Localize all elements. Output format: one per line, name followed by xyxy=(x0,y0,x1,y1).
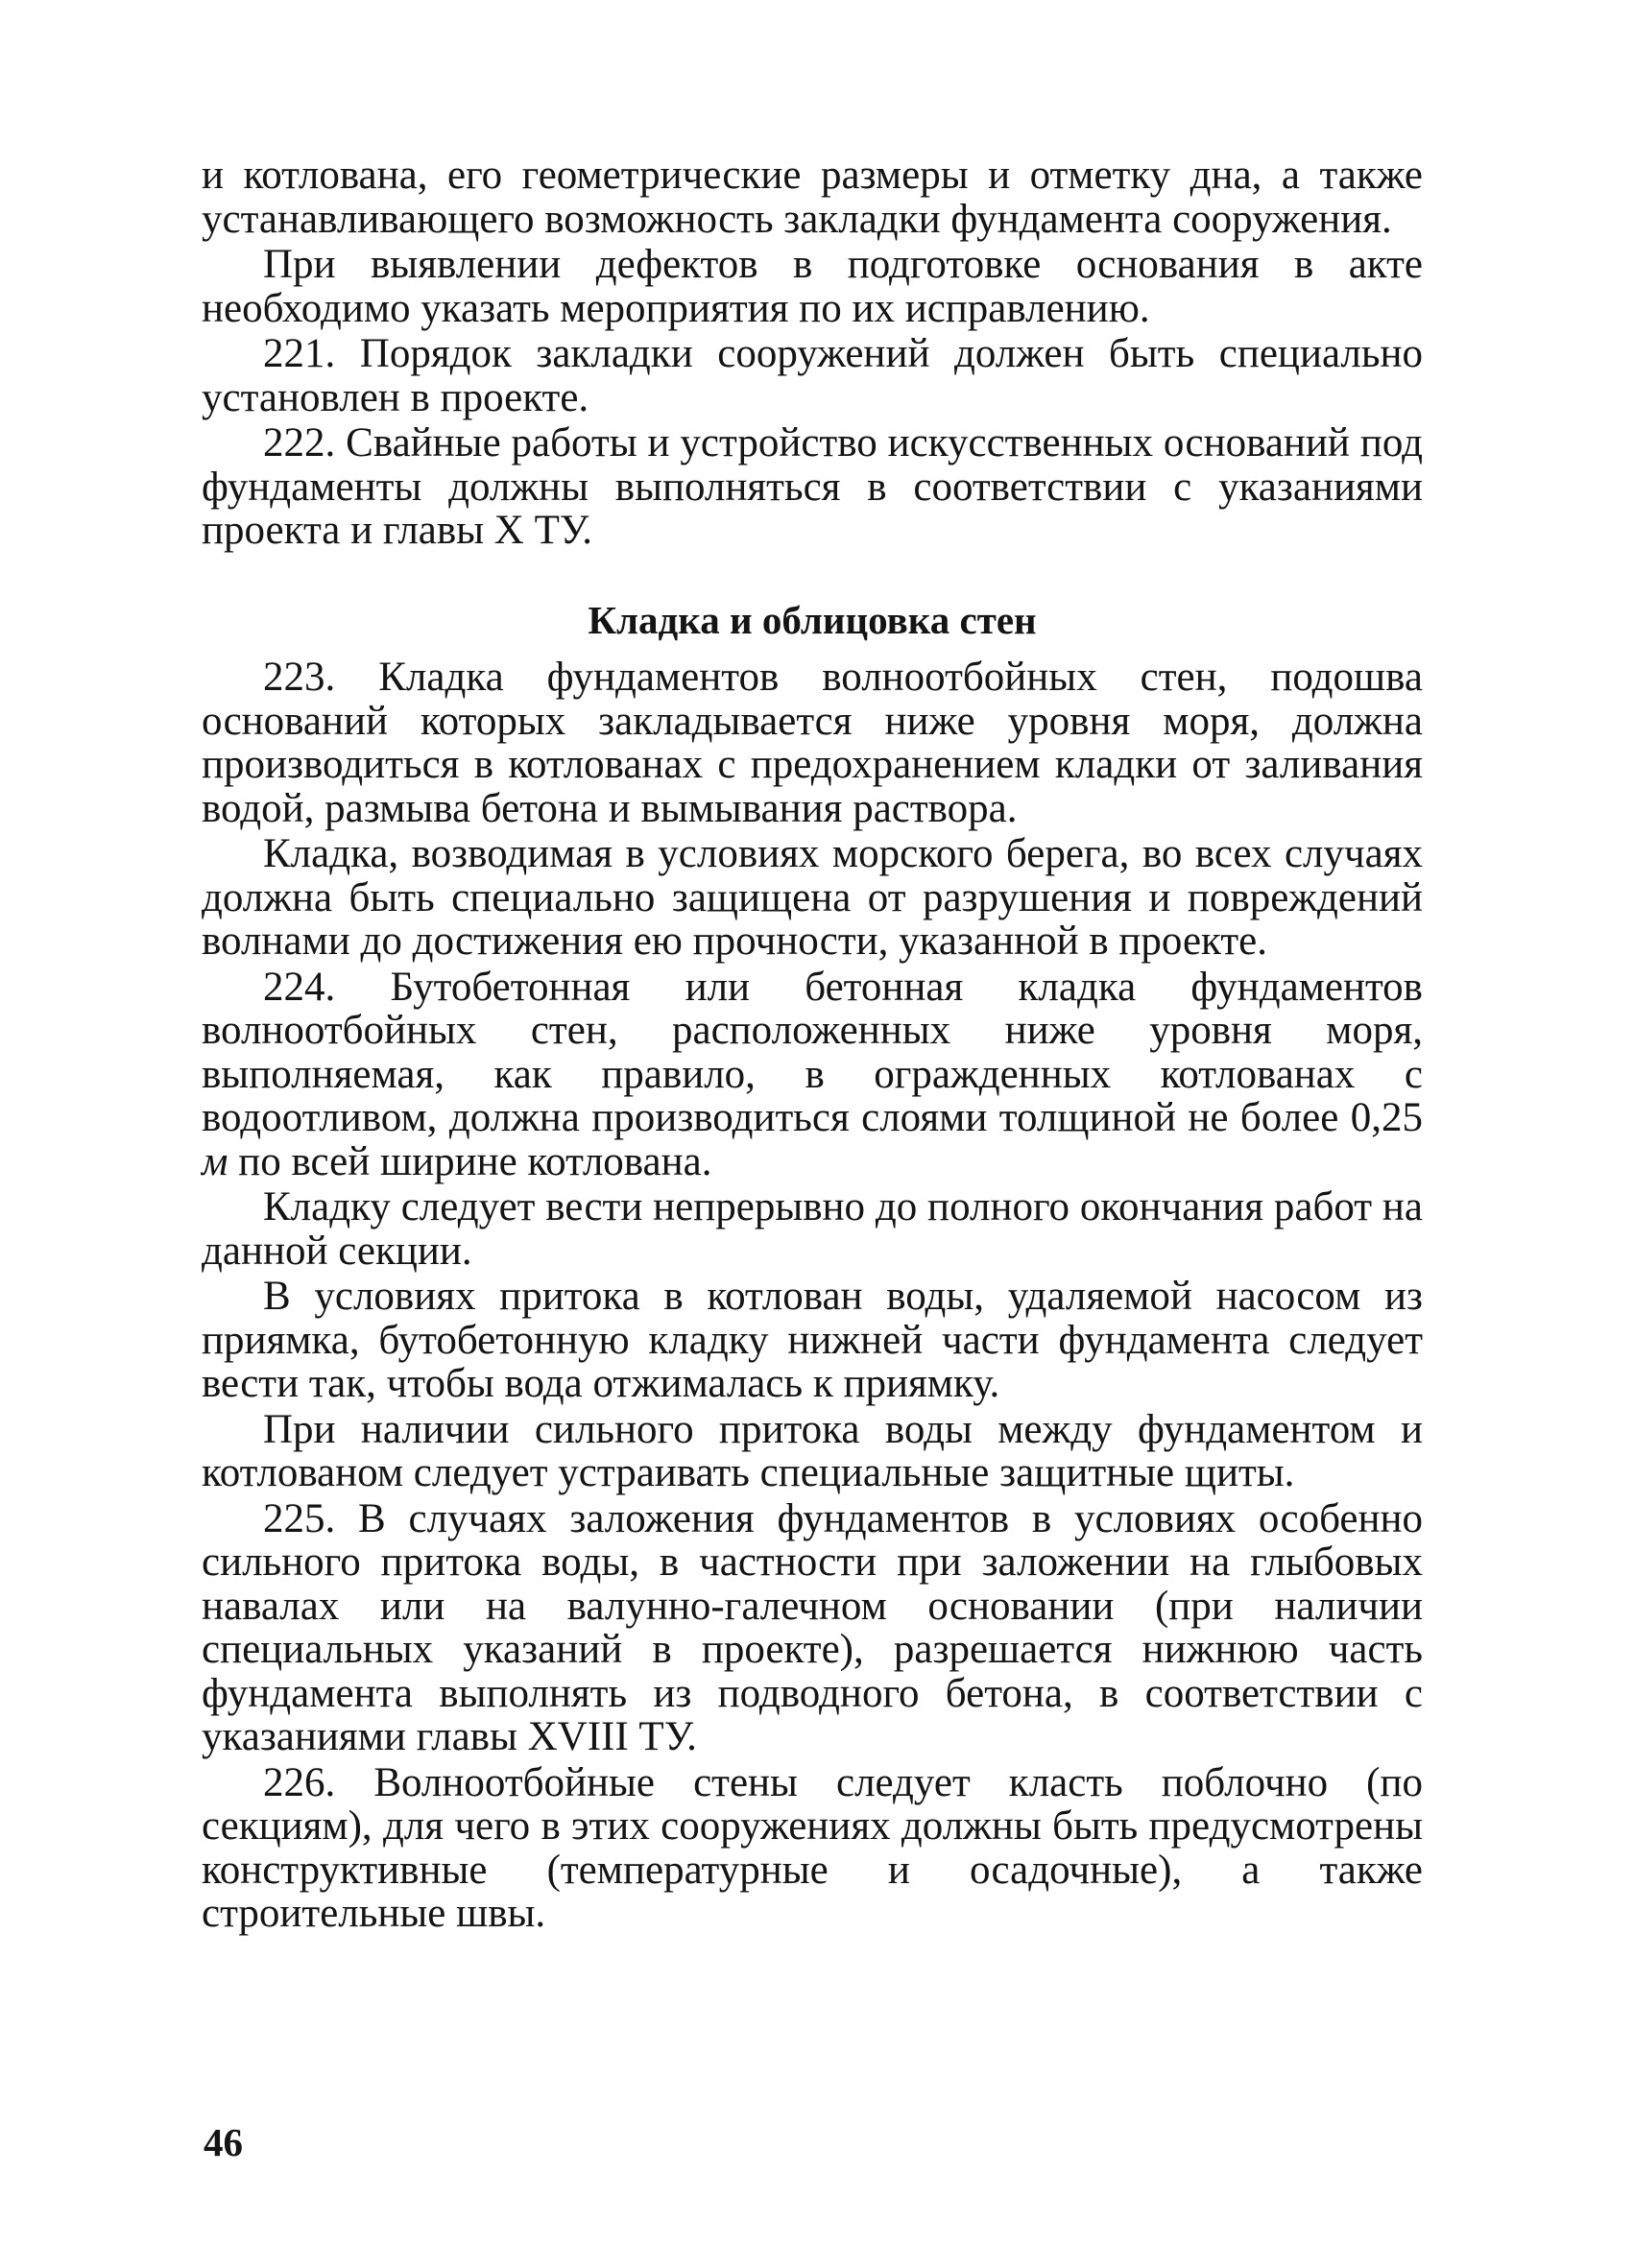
paragraph-224-text: 224. Бутобетонная или бетонная кладка фундаментов волноотбойных стен, расположенных ниже уровня моря, выполняемая, как правило, в огражденных котлованах с водоотливом, должна производиться слоями толщиной не более 0,25 xyxy=(202,964,1423,1140)
paragraph-continuous-masonry: Кладку следует вести непрерывно до полного окончания работ на данной секции. xyxy=(202,1184,1423,1274)
paragraph-continuation: и котлована, его геометрические размеры и отметку дна, а также устанавливающего возможность закладки фундамента сооружения. xyxy=(202,153,1423,242)
paragraph-protective-shields: При наличии сильного притока воды между фундаментом и котлованом следует устраивать специальные защитные щиты. xyxy=(202,1406,1423,1495)
unit-meters: м xyxy=(202,1138,228,1184)
paragraph-223: 223. Кладка фундаментов волноотбойных стен, подошва оснований которых закладывается ниже уровня моря, должна производиться в котлованах с предохранением кладки от заливания водой, размыва бетона и вымывания раствора. xyxy=(202,655,1423,831)
paragraph-defects: При выявлении дефектов в подготовке основания в акте необходимо указать мероприятия по их исправлению. xyxy=(202,242,1423,331)
page-number: 46 xyxy=(204,2120,243,2164)
paragraph-masonry-protection: Кладка, возводимая в условиях морского берега, во всех случаях должна быть специально защищена от разрушения и повреждений волнами до достижения ею прочности, указанной в проекте. xyxy=(202,831,1423,964)
paragraph-226: 226. Волноотбойные стены следует класть поблочно (по секциям), для чего в этих сооружениях должны быть предусмотрены конструктивные (температурные и осадочные), а также строительные швы. xyxy=(202,1759,1423,1936)
paragraph-225: 225. В случаях заложения фундаментов в условиях особенно сильного притока воды, в частности при заложении на глыбовых навалах или на валунно-галечном основании (при наличии специальных указаний в проекте), разрешается нижнюю часть фундамента выполнять из подводного бетона, в соответствии с указаниями главы XVIII ТУ. xyxy=(202,1495,1423,1759)
paragraph-222: 222. Свайные работы и устройство искусственных оснований под фундаменты должны выполняться в соответствии с указаниями проекта и главы X ТУ. xyxy=(202,420,1423,553)
paragraph-water-inflow: В условиях притока в котлован воды, удаляемой насосом из приямка, бутобетонную кладку нижней части фундамента следует вести так, чтобы вода отжималась к приямку. xyxy=(202,1274,1423,1406)
paragraph-224 xyxy=(202,966,1423,1184)
paragraph-224-tail: по всей ширине котлована. xyxy=(238,1138,712,1184)
section-heading: Кладка и облицовка стен xyxy=(588,597,1037,642)
paragraph-221: 221. Порядок закладки сооружений должен быть специально установлен в проекте. xyxy=(202,331,1423,420)
document-page xyxy=(202,154,1423,1938)
